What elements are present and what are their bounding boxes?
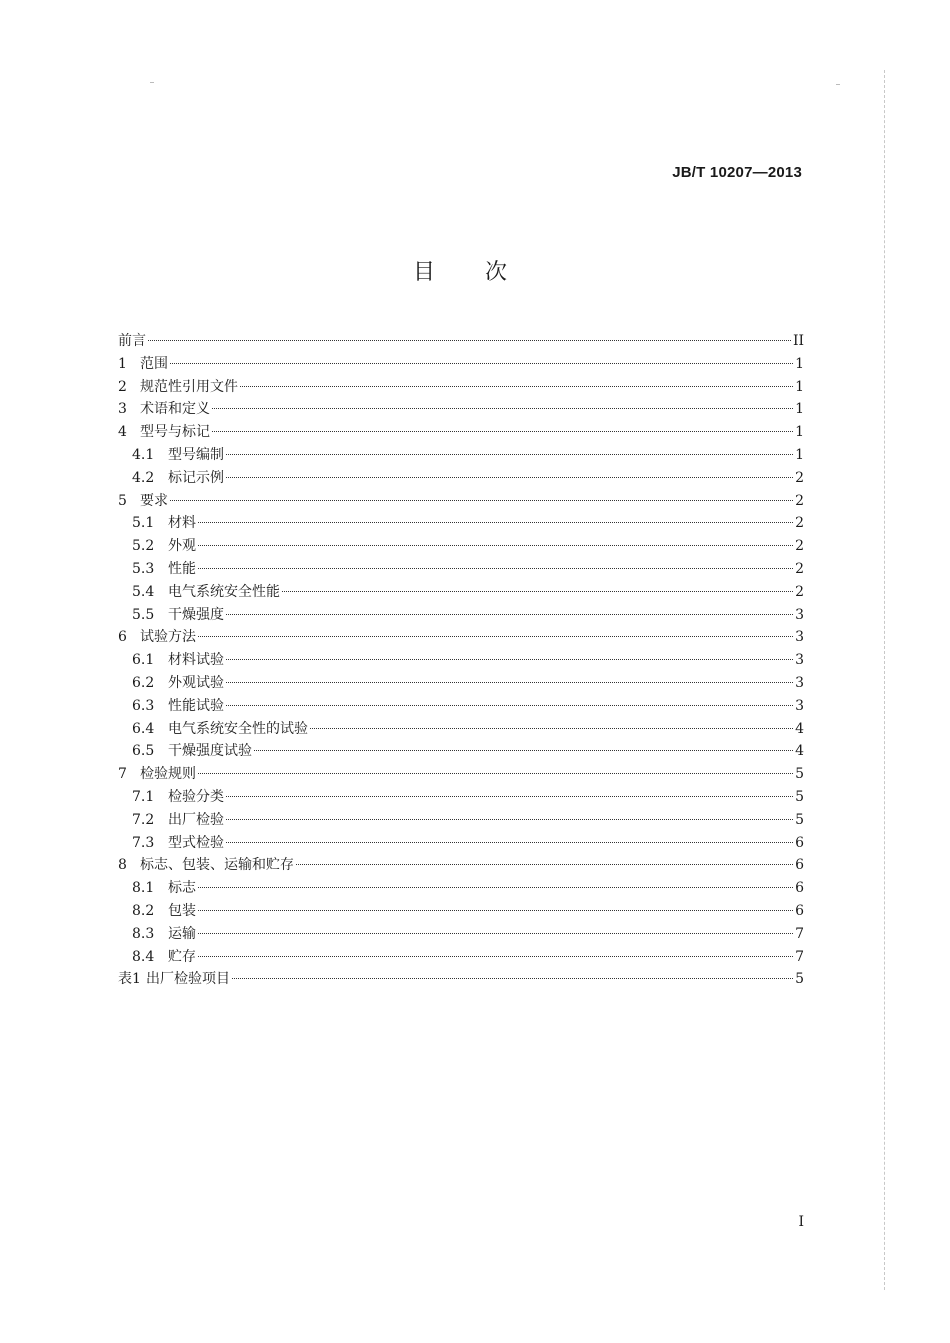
toc-entry-page: 6 <box>795 857 804 874</box>
toc-entry[interactable] <box>118 854 804 877</box>
page-title: 目次 <box>412 260 557 285</box>
toc-entry[interactable] <box>118 558 804 581</box>
toc-entry-label: 检验规则 <box>140 766 196 783</box>
toc-entry-number: 5.5 <box>132 606 155 623</box>
toc-entry[interactable] <box>118 444 804 467</box>
toc-entry[interactable] <box>118 376 804 399</box>
toc-entry[interactable] <box>118 512 804 535</box>
toc-leader-dots <box>198 545 793 546</box>
toc-entry-page: 5 <box>795 788 804 805</box>
toc-leader-dots <box>226 682 793 683</box>
toc-entry-page: 6 <box>795 880 804 897</box>
toc-entry-page: 3 <box>795 652 804 669</box>
toc-entry-label: 标记示例 <box>168 469 224 486</box>
toc-leader-dots <box>226 477 793 478</box>
toc-entry[interactable] <box>118 695 804 718</box>
toc-entry-page: 3 <box>795 606 804 623</box>
toc-entry[interactable] <box>118 398 804 421</box>
toc-entry-page: 5 <box>795 766 804 783</box>
toc-entry-number: 2 <box>118 378 127 395</box>
toc-entry-label: 性能 <box>168 560 196 577</box>
toc-entry-page: II <box>792 333 804 349</box>
toc-entry-page: 2 <box>795 469 804 486</box>
toc-leader-dots <box>198 956 793 957</box>
toc-entry-page: 7 <box>795 948 804 965</box>
toc-entry[interactable] <box>118 923 804 946</box>
toc-entry-number: 8 <box>118 857 127 874</box>
toc-entry-label: 规范性引用文件 <box>140 378 238 395</box>
standard-number: JB/T 10207—2013 <box>672 164 802 181</box>
toc-entry-number: 4.1 <box>132 446 155 463</box>
toc-entry-number: 5.2 <box>132 538 155 555</box>
toc-entry-number: 6.3 <box>132 697 155 714</box>
toc-entry[interactable] <box>118 353 804 376</box>
toc-entry-number: 7.2 <box>132 811 155 828</box>
toc-entry-label: 前言 <box>118 333 146 349</box>
toc-entry-page: 1 <box>795 401 804 418</box>
toc-entry[interactable] <box>118 467 804 490</box>
toc-entry-page: 4 <box>795 720 804 737</box>
toc-entry-label: 外观试验 <box>168 674 224 691</box>
toc-entry-number: 表1 <box>118 971 141 988</box>
toc-entry-page: 5 <box>795 971 804 988</box>
toc-entry[interactable] <box>118 786 804 809</box>
toc-leader-dots <box>198 568 793 569</box>
toc-entry[interactable] <box>118 946 804 969</box>
toc-entry[interactable] <box>118 421 804 444</box>
toc-leader-dots <box>226 796 793 797</box>
toc-entry-page: 2 <box>795 515 804 532</box>
toc-entry-label: 术语和定义 <box>140 401 210 418</box>
toc-entry-number: 5.1 <box>132 515 155 532</box>
toc-leader-dots <box>198 910 793 911</box>
toc-entry-page: 6 <box>795 902 804 919</box>
toc-leader-dots <box>170 363 793 364</box>
toc-entry-number: 5 <box>118 492 127 509</box>
toc-leader-dots <box>212 408 793 409</box>
toc-entry-label: 干燥强度 <box>168 606 224 623</box>
toc-entry-label: 型号编制 <box>168 446 224 463</box>
toc-entry[interactable] <box>118 832 804 855</box>
toc-entry-label: 型号与标记 <box>140 424 210 441</box>
toc-entry-label: 包装 <box>168 902 196 919</box>
toc-entry-number: 1 <box>118 355 127 372</box>
toc-entry-label: 外观 <box>168 538 196 555</box>
toc-entry-number: 4 <box>118 424 127 441</box>
toc-entry-label: 干燥强度试验 <box>168 743 252 760</box>
toc-entry-number: 6.2 <box>132 674 155 691</box>
toc-entry-page: 6 <box>795 834 804 851</box>
toc-entry-label: 型式检验 <box>168 834 224 851</box>
toc-leader-dots <box>212 431 793 432</box>
toc-leader-dots <box>296 864 793 865</box>
toc-leader-dots <box>226 454 793 455</box>
toc-entry-label: 标志 <box>168 880 196 897</box>
toc-entry-page: 1 <box>795 446 804 463</box>
scan-speck <box>150 82 154 83</box>
toc-entry-label: 运输 <box>168 925 196 942</box>
toc-leader-dots <box>226 842 793 843</box>
page-number: I <box>798 1214 804 1230</box>
toc-entry[interactable] <box>118 649 804 672</box>
toc-entry-number: 4.2 <box>132 469 155 486</box>
toc-entry-label: 性能试验 <box>168 697 224 714</box>
toc-entry-number: 8.2 <box>132 902 155 919</box>
toc-entry-label: 要求 <box>140 492 168 509</box>
toc-entry-page: 2 <box>795 560 804 577</box>
toc-leader-dots <box>198 773 793 774</box>
toc-leader-dots <box>198 636 793 637</box>
toc-leader-dots <box>148 340 791 341</box>
toc-entry-number: 7.1 <box>132 788 155 805</box>
toc-leader-dots <box>226 705 793 706</box>
toc-entry-page: 4 <box>795 743 804 760</box>
toc-entry[interactable] <box>118 740 804 763</box>
toc-entry-number: 3 <box>118 401 127 418</box>
toc-entry[interactable] <box>118 535 804 558</box>
toc-entry-page: 3 <box>795 697 804 714</box>
toc-entry-number: 8.4 <box>132 948 155 965</box>
toc-entry-label: 标志、包装、运输和贮存 <box>140 857 294 874</box>
toc-entry[interactable] <box>118 330 804 353</box>
toc-entry-page: 3 <box>795 674 804 691</box>
toc-entry-label: 贮存 <box>168 948 196 965</box>
toc-entry[interactable] <box>118 900 804 923</box>
toc-entry-number: 8.3 <box>132 925 155 942</box>
toc-entry-page: 5 <box>795 811 804 828</box>
toc-entry-page: 2 <box>795 492 804 509</box>
toc-entry-label: 出厂检验 <box>168 811 224 828</box>
toc-entry-page: 2 <box>795 583 804 600</box>
toc-leader-dots <box>282 591 793 592</box>
toc-entry-label: 出厂检验项目 <box>146 971 230 988</box>
toc-leader-dots <box>240 386 793 387</box>
toc-entry-number: 7.3 <box>132 834 155 851</box>
toc-entry[interactable] <box>118 968 804 991</box>
toc-entry-number: 6.1 <box>132 652 155 669</box>
toc-entry[interactable] <box>118 763 804 786</box>
toc-leader-dots <box>254 750 793 751</box>
scan-speck <box>836 84 840 85</box>
toc-entry[interactable] <box>118 490 804 513</box>
toc-entry[interactable] <box>118 877 804 900</box>
toc-entry-number: 7 <box>118 766 127 783</box>
toc-entry-page: 1 <box>795 424 804 441</box>
toc-leader-dots <box>170 500 793 501</box>
toc-entry-label: 电气系统安全性的试验 <box>168 720 308 737</box>
toc-leader-dots <box>198 887 793 888</box>
toc-entry-page: 7 <box>795 925 804 942</box>
toc-entry-label: 试验方法 <box>140 629 196 646</box>
toc-entry-label: 范围 <box>140 355 168 372</box>
toc-entry-page: 3 <box>795 629 804 646</box>
toc-leader-dots <box>226 614 793 615</box>
toc-entry-label: 电气系统安全性能 <box>168 583 280 600</box>
toc-entry[interactable] <box>118 809 804 832</box>
toc-entry-page: 2 <box>795 538 804 555</box>
toc-entry-page: 1 <box>795 378 804 395</box>
toc-entry-number: 6.5 <box>132 743 155 760</box>
toc-entry-page: 1 <box>795 355 804 372</box>
toc-entry-label: 检验分类 <box>168 788 224 805</box>
toc-entry-label: 材料试验 <box>168 652 224 669</box>
toc-leader-dots <box>198 522 793 523</box>
toc-entry[interactable] <box>118 672 804 695</box>
toc-leader-dots <box>310 728 793 729</box>
table-of-contents <box>118 330 804 991</box>
toc-leader-dots <box>198 933 793 934</box>
toc-entry-label: 材料 <box>168 515 196 532</box>
toc-entry[interactable] <box>118 604 804 627</box>
toc-leader-dots <box>232 978 793 979</box>
toc-entry-number: 5.4 <box>132 583 155 600</box>
page-edge-line <box>884 70 885 1290</box>
toc-leader-dots <box>226 659 793 660</box>
toc-leader-dots <box>226 819 793 820</box>
toc-entry-number: 6.4 <box>132 720 155 737</box>
toc-entry[interactable] <box>118 718 804 741</box>
toc-entry[interactable] <box>118 581 804 604</box>
toc-entry[interactable] <box>118 626 804 649</box>
toc-entry-number: 8.1 <box>132 880 155 897</box>
toc-entry-number: 6 <box>118 629 127 646</box>
toc-entry-number: 5.3 <box>132 560 155 577</box>
